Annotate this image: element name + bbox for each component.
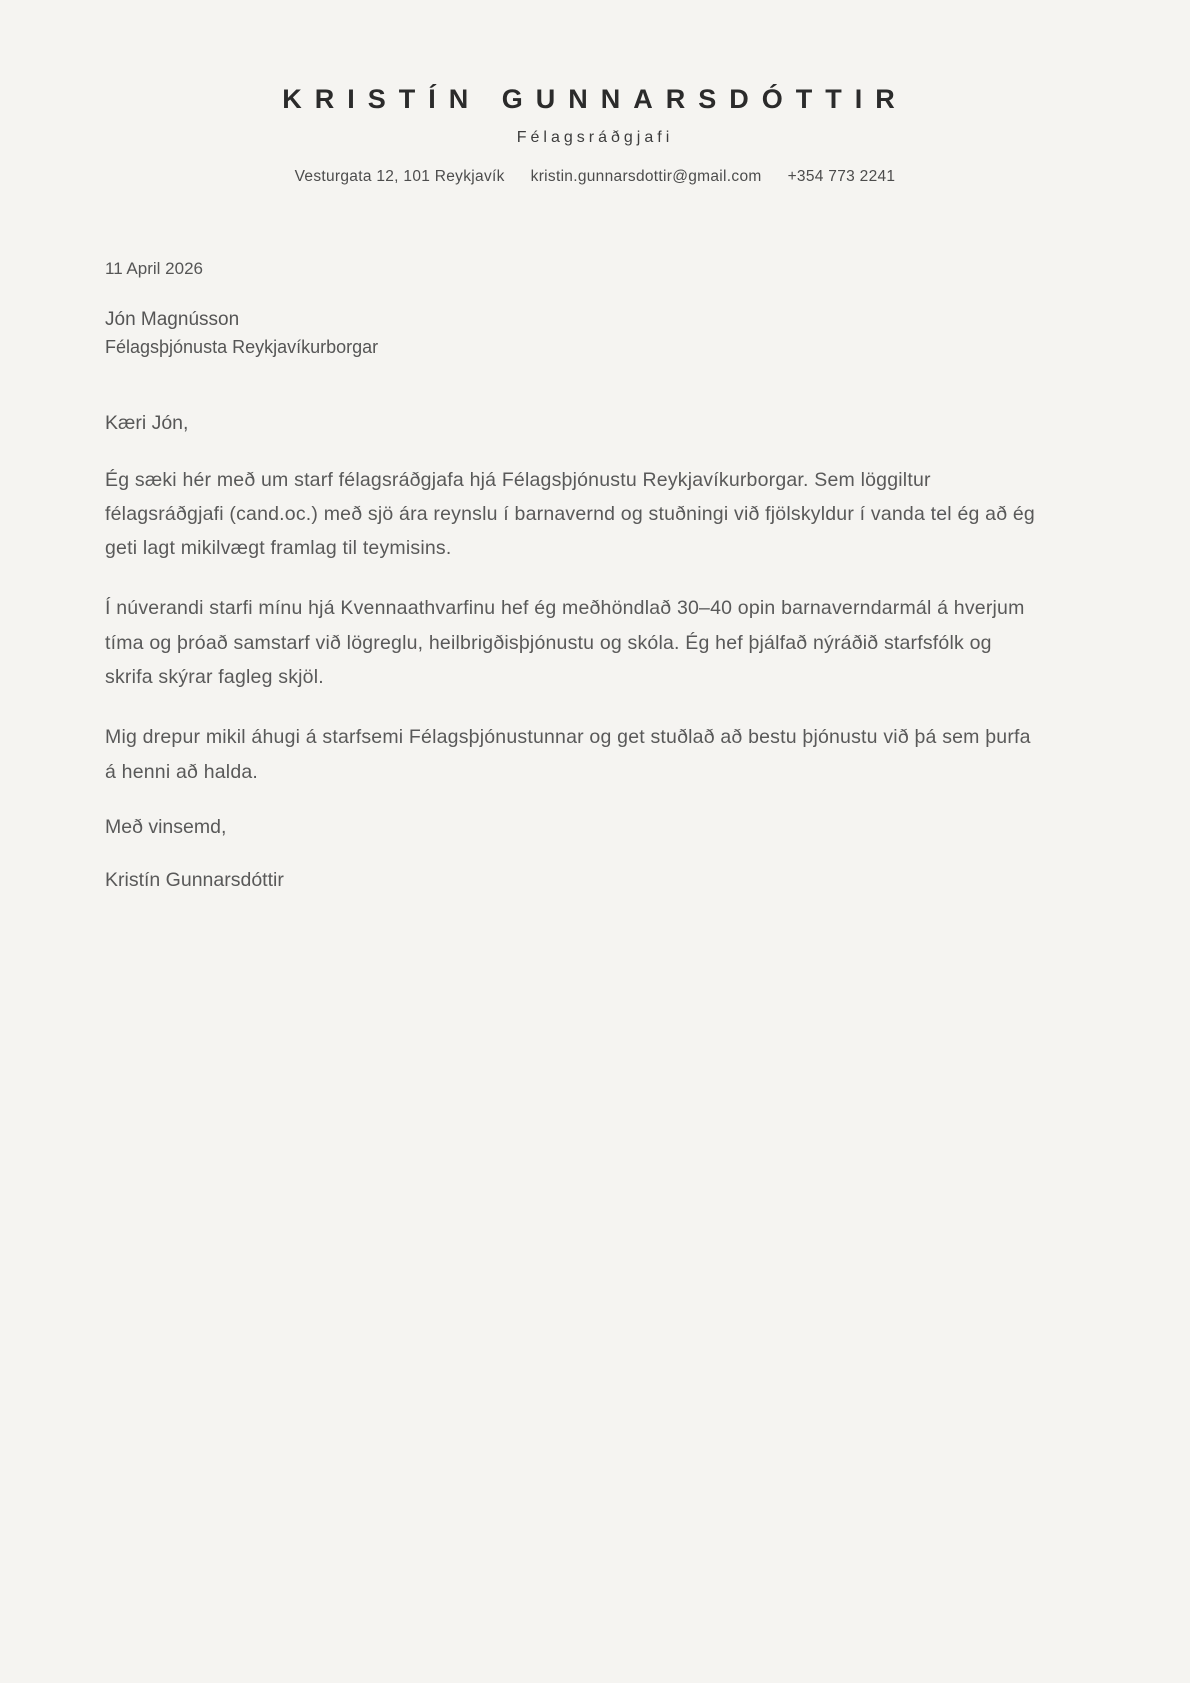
- body-paragraph-2: Í núverandi starfi mínu hjá Kvennaathvarfinu hef ég meðhöndlað 30–40 opin barnaverndarmál á hverjum tíma og þróað samstarf við lögreglu, heilbrigðisþjónustu og skóla. Ég hef þjálfað nýráðið starfsfólk og skrifa skýrar fagleg skjöl.: [105, 597, 1025, 689]
- recipient-block: [105, 308, 1045, 359]
- recipient-organization: Félagsþjónusta Reykjavíkurborgar: [105, 336, 379, 357]
- contact-address: Vesturgata 12, 101 Reykjavík: [294, 168, 505, 185]
- body-paragraph-3: Mig drepur mikil áhugi á starfsemi Félagsþjónustunnar og get stuðlað að bestu þjónustu við þá sem þurfa á henni að halda.: [105, 726, 1031, 783]
- salutation: Kæri Jón,: [105, 412, 189, 435]
- letter-date: 11 April 2026: [105, 259, 203, 278]
- recipient-name: Jón Magnússon: [105, 309, 240, 331]
- letterhead: [0, 84, 1190, 186]
- letter-body: [105, 258, 1045, 894]
- contact-line: [0, 168, 1190, 186]
- signature-name: Kristín Gunnarsdóttir: [105, 869, 284, 892]
- body-paragraph-1: Ég sæki hér með um starf félagsráðgjafa hjá Félagsþjónustu Reykjavíkurborgar. Sem löggiltur félagsráðgjafi (cand.oc.) með sjö ára reynslu í barnavernd og stuðningi við fjölskyldur í vanda tel ég að ég geti lagt mikilvægt framlag til teymisins.: [105, 468, 1035, 560]
- closing: Með vinsemd,: [105, 816, 227, 839]
- contact-email: kristin.gunnarsdottir@gmail.com: [530, 168, 762, 185]
- contact-phone: +354 773 2241: [787, 168, 896, 185]
- candidate-name: KRISTÍN GUNNARSDÓTTIR: [282, 84, 908, 114]
- job-title: Félagsráðgjafi: [516, 129, 674, 146]
